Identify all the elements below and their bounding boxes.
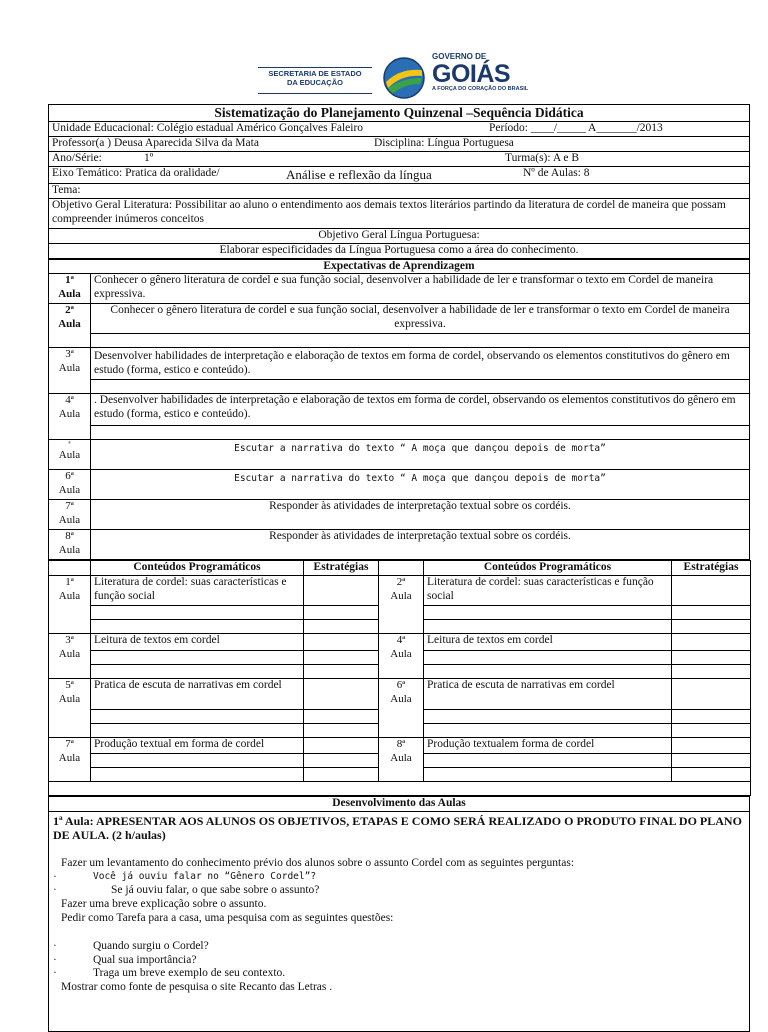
exp-text-7: Responder às atividades de interpretação textual sobre os cordéis.: [91, 500, 750, 530]
cont-aula-8: 8ª Aula: [379, 738, 424, 782]
exp-text-1: Conhecer o gênero literatura de cordel e sua função social, desenvolver a habilidade de ler e transformar o texto em Cordel de maneira expressiva.: [91, 274, 750, 304]
desenvolvimento-heading: Desenvolvimento das Aulas: [49, 797, 750, 812]
cont-aula-5: 5ª Aula: [49, 679, 91, 738]
tarefa-text: Pedir como Tarefa para a casa, uma pesquisa com as seguintes questões:: [61, 911, 394, 924]
professor-text: Professor(a ) Deusa Aparecida Silva da Mata: [52, 137, 259, 150]
goias-globe-icon: [382, 56, 426, 100]
aula1-title: 1ª Aula: APRESENTAR AOS ALUNOS OS OBJETIVOS, ETAPAS E COMO SERÁ REALIZADO O PRODUTO FINAL DO PLANO DE AULA. (2 h/aulas): [53, 813, 742, 843]
exp-text-2: Conhecer o gênero literatura de cordel e sua função social, desenvolver a habilidade de ler e transformar o texto em Cordel de maneira expressiva.: [91, 304, 750, 334]
ano-label: Ano/Série:: [52, 152, 102, 165]
exp-aula-6: 6ª Aula: [49, 470, 91, 500]
exp-text-8: Responder às atividades de interpretação textual sobre os cordéis.: [91, 530, 750, 560]
ano-row: [49, 152, 750, 167]
professor-row: [49, 137, 750, 152]
exp-aula-4: 4ª Aula: [49, 394, 91, 440]
objetivo-lp-text: Elaborar especificidades da Língua Portuguesa como a área do conhecimento.: [49, 243, 750, 258]
exp-text-5: Escutar a narrativa do texto “ A moça que dançou depois de morta”: [91, 440, 750, 470]
objetivo-literatura: Objetivo Geral Literatura: Possibilitar ao aluno o entendimento aos demais textos literários partindo da literatura de cordel de maneira que possam compreender inúmeros conceitos: [49, 198, 750, 228]
cont-text-5: Pratica de escuta de narrativas em cordel: [91, 679, 304, 710]
desenvolvimento-body: 1ª Aula: APRESENTAR AOS ALUNOS OS OBJETIVOS, ETAPAS E COMO SERÁ REALIZADO O PRODUTO FINAL DO PLANO DE AULA. (2 h/aulas) Fazer um levantamento do conhecimento prévio dos alunos sobre o assunto Cordel com as seguintes perguntas: · Você já ouviu falar no “Gênero Cordel”? · Se já ouviu falar, o que sabe sobre o assunto? Fazer uma breve explicação sobre o assunto. Pedir como Tarefa para a casa, uma pesquisa com as seguintes questões: · Quando surgiu o Cordel? · Qual sua importância? · Traga um breve exemplo de seu contexto. Mostrar como fonte de pesquisa o site Recanto das Letras .: [49, 811, 750, 1031]
intro-text: Fazer um levantamento do conhecimento prévio dos alunos sobre o assunto Cordel com as seguintes perguntas:: [61, 856, 575, 869]
exp-aula-5: ª Aula: [49, 440, 91, 470]
question-2: Se já ouviu falar, o que sabe sobre o assunto?: [111, 884, 320, 897]
col-estrategias-right: Estratégias: [672, 561, 751, 576]
objetivo-lp-label: Objetivo Geral Língua Portuguesa:: [49, 228, 750, 243]
cont-text-2: Literatura de cordel: suas características e função social: [424, 576, 672, 606]
eixo-row: [49, 167, 750, 184]
cont-aula-3: 3ª Aula: [49, 634, 91, 679]
disciplina-text: Disciplina: Língua Portuguesa: [374, 137, 514, 150]
turmas-text: Turma(s): A e B: [505, 152, 580, 165]
explicacao-text: Fazer uma breve explicação sobre o assunto.: [61, 898, 267, 911]
cont-aula-7: 7ª Aula: [49, 738, 91, 782]
goias-text: GOIÁS: [432, 59, 511, 88]
cont-aula-2: 2ª Aula: [379, 576, 424, 634]
cont-text-7: Produção textual em forma de cordel: [91, 738, 304, 754]
fonte-text: Mostrar como fonte de pesquisa o site Recanto das Letras .: [61, 981, 333, 994]
page-header: [0, 0, 768, 102]
question-1: Você já ouviu falar no “Gênero Cordel”?: [93, 870, 317, 882]
exp-text-3: Desenvolver habilidades de interpretação e elaboração de textos em forma de cordel, observando os elementos constitutivos do gênero em estudo (forma, estico e conteúdo).: [91, 348, 750, 380]
eixo-text-2: Análise e reflexão da língua: [286, 167, 432, 183]
cont-aula-6: 6ª Aula: [379, 679, 424, 738]
cont-text-3: Leitura de textos em cordel: [91, 634, 304, 651]
col-conteudo-right: Conteúdos Programáticos: [424, 561, 672, 576]
cont-text-6: Pratica de escuta de narrativas em cordel: [424, 679, 672, 710]
exp-aula-3: 3ª Aula: [49, 348, 91, 394]
exp-aula-8: 8ª Aula: [49, 530, 91, 560]
tagline-text: A FORÇA DO CORAÇÃO DO BRASIL: [432, 85, 529, 92]
col-estrategias-left: Estratégias: [304, 561, 379, 576]
secretaria-logo: [258, 70, 372, 87]
expectativas-table: [48, 259, 750, 561]
cont-aula-1: 1ª Aula: [49, 576, 91, 634]
tarefa-q3: Traga um breve exemplo de seu contexto.: [93, 967, 286, 980]
num-aulas-text: Nº de Aulas: 8: [523, 167, 590, 180]
tarefa-q2: Qual sua importância?: [93, 953, 197, 966]
tarefa-q1: Quando surgiu o Cordel?: [93, 939, 209, 952]
exp-text-4: . Desenvolver habilidades de interpretação e elaboração de textos em forma de cordel, observando os elementos constitutivos do gênero em estudo (forma, estico e conteúdo).: [91, 394, 750, 426]
exp-text-6: Escutar a narrativa do texto “ A moça que dançou depois de morta”: [91, 470, 750, 500]
tema-row: Tema:: [49, 184, 750, 199]
expectativas-heading: Expectativas de Aprendizagem: [49, 259, 750, 274]
unidade-row: [49, 122, 750, 137]
cont-text-1: Literatura de cordel: suas características e função social: [91, 576, 304, 606]
educacao-text: DA EDUCAÇÃO: [287, 77, 343, 87]
desenvolvimento-table: [48, 796, 750, 1032]
cont-aula-4: 4ª Aula: [379, 634, 424, 679]
cont-text-8: Produção textualem forma de cordel: [424, 738, 672, 754]
periodo-text: Período: ____/_____ A_______/2013: [489, 122, 663, 135]
unidade-text: Unidade Educacional: Colégio estadual Américo Gonçalves Faleiro: [52, 122, 364, 135]
ano-value: 1º: [144, 152, 154, 165]
exp-aula-1: 1ª Aula: [49, 274, 91, 304]
exp-aula-7: 7ª Aula: [49, 500, 91, 530]
secretaria-text: SECRETARIA DE ESTADO: [268, 69, 362, 78]
exp-aula-2: 2ª Aula: [49, 304, 91, 348]
col-conteudo-left: Conteúdos Programáticos: [91, 561, 304, 576]
cont-text-4: Leitura de textos em cordel: [424, 634, 672, 651]
document-title: Sistematização do Planejamento Quinzenal –Sequência Didática: [49, 105, 750, 122]
conteudos-table: [48, 560, 751, 796]
planning-document: [48, 104, 750, 1032]
gov-de-text: GOVERNO DE: [432, 52, 487, 61]
eixo-text: Eixo Temático: Pratica da oralidade/: [52, 167, 220, 180]
info-table: [48, 104, 750, 259]
governo-goias-logo: [432, 52, 528, 92]
